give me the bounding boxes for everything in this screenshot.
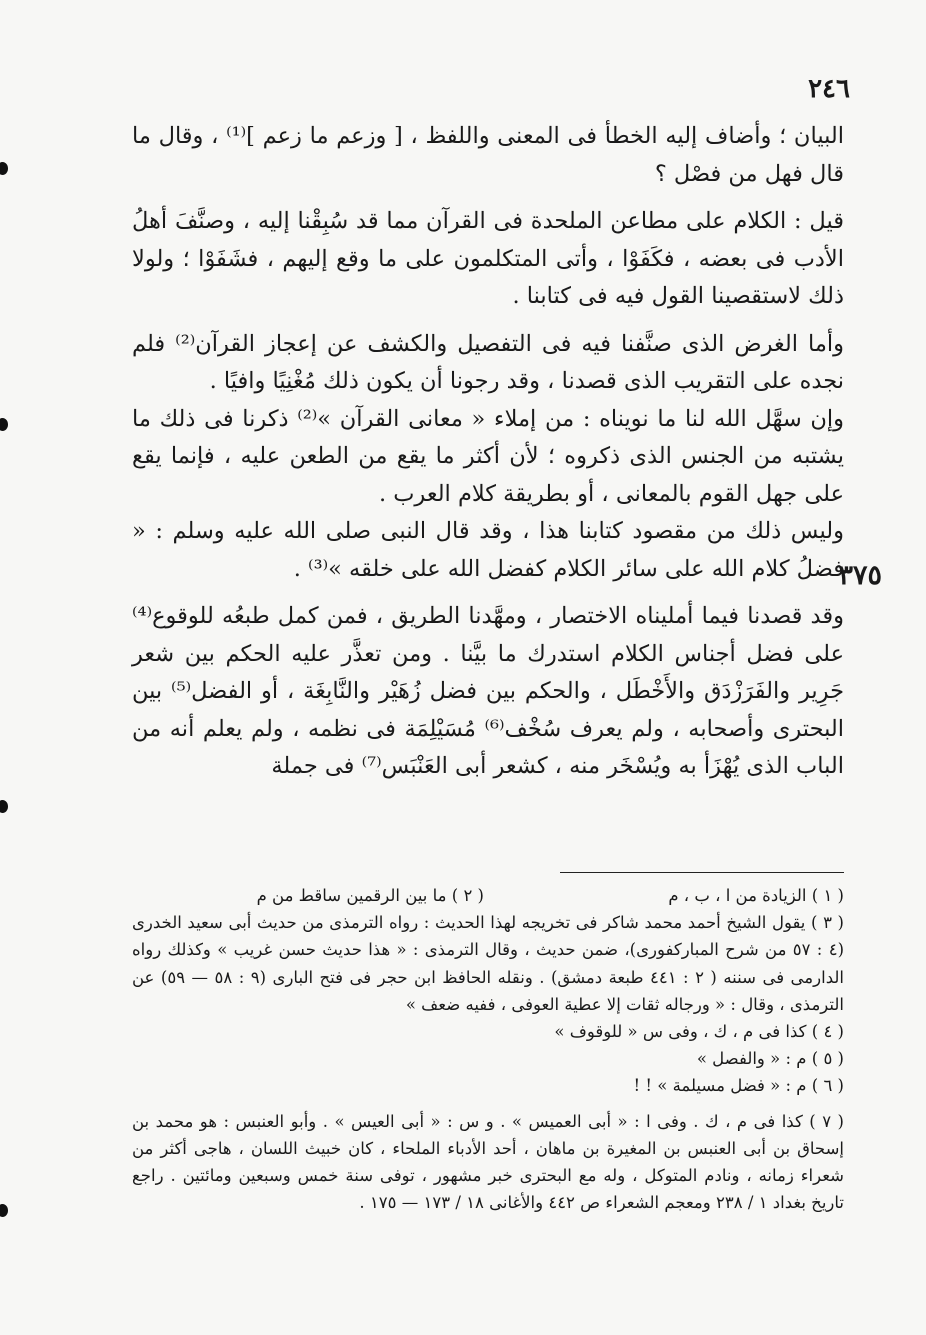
footnote-1: ( ١ ) الزيادة من ا ، ب ، م bbox=[668, 886, 844, 905]
footnote-6: ( ٦ ) م : « فضل مسيلمة » ! ! bbox=[633, 1076, 844, 1096]
binding-hole-mark bbox=[0, 418, 8, 431]
page-number: ٢٤٦ bbox=[808, 74, 850, 104]
footnote-4: ( ٤ ) كذا فى م ، ك ، وفى س « للوقوف » bbox=[554, 1022, 844, 1042]
paragraph: وأما الغرض الذى صنَّفنا فيه فى التفصيل والكشف عن إعجاز القرآن⁽²⁾ فلم نجده على التقريب الذى قصدنا ، وقد رجونا أن يكون ذلك مُغْنِيًا وافيًا . bbox=[132, 330, 845, 394]
paragraph: البيان ؛ وأضاف إليه الخطأ فى المعنى واللفظ ، [ وزعم ما زعم ]⁽¹⁾ ، وقال ما قال فهل من فصْل ؟ bbox=[132, 123, 845, 187]
footnote-2: ( ٢ ) ما بين الرقمين ساقط من م bbox=[256, 886, 484, 905]
paragraph: وليس ذلك من مقصود كتابنا هذا ، وقد قال النبى صلى الله عليه وسلم : « فضلُ كلام الله على سائر الكلام كفضل الله على خلقه »⁽³⁾ . bbox=[132, 518, 844, 582]
footnote-5: ( ٥ ) م : « والفصل » bbox=[696, 1049, 844, 1069]
footnotes bbox=[132, 882, 844, 1216]
paragraph: وإن سهَّل الله لنا ما نويناه : من إملاء « معانى القرآن »⁽²⁾ ذكرنا فى ذلك ما يشتبه من الجنس الذى ذكروه ؛ لأن أكثر ما يقع من الطعن عليه ، فإنما يقع على جهل القوم بالمعانى ، أو بطريقة كلام العرب . bbox=[132, 405, 844, 507]
footnote-3: ( ٣ ) يقول الشيخ أحمد محمد شاكر فى تخريجه لهذا الحديث : رواه الترمذى من حديث أبى سعيد الخدرى (٤ : ٥٧ من شرح المباركفورى)، ضمن حديث ، وقال الترمذى : « هذا حديث حسن غريب » وكذلك رواه الدارمى فى سننه ( ٢ : ٤٤١ طبعة دمشق) . ونقله الحافظ ابن حجر فى فتح البارى (٩ : ٥٨ — ٥٩) عن الترمذى ، وقال : « ورجاله ثقات إلا عطية العوفى ، ففيه ضعف » bbox=[132, 913, 844, 1014]
binding-hole-mark bbox=[0, 1204, 8, 1217]
paragraph: قيل : الكلام على مطاعن الملحدة فى القرآن مما قد سُبِقْنا إليه ، وصنَّفَ أهلُ الأدب فى بعضه ، فكَفَوْا ، وأتى المتكلمون على ما وقع إليهم ، فشَفَوْا ؛ ولولا ذلك لاستقصينا القول فيه فى كتابنا . bbox=[132, 208, 844, 309]
footnote-gap bbox=[132, 1100, 844, 1108]
main-text bbox=[132, 118, 844, 786]
margin-number: ٣٧٥ bbox=[838, 560, 882, 591]
binding-hole-mark bbox=[0, 162, 8, 175]
paragraph: وقد قصدنا فيما أمليناه الاختصار ، ومهَّدنا الطريق ، فمن كمل طبعُه للوقوع⁽⁴⁾ على فضل أجناس الكلام استدرك ما بيَّنا . ومن تعذَّر عليه الحكم بين شعر جَرِير والفَرَزْدَق والأَخْطَل ، والحكم بين فضل زُهَيْر والنَّابِغَة ، أو الفضل⁽⁵⁾ بين البحترى وأصحابه ، ولم يعرف سُخْف⁽⁶⁾ مُسَيْلِمَة فى نظمه ، ولم يعلم أنه من الباب الذى يُهْزَأ به ويُسْخَر منه ، كشعر أبى العَنْبَس⁽⁷⁾ فى جملة bbox=[132, 603, 844, 779]
footnote-7: ( ٧ ) كذا فى م ، ك . وفى ا : « أبى العميس » . و س : « أبى العيس » . وأبو العنبس : هو محمد بن إسحاق بن أبى العنبس بن المغيرة بن ماهان ، أحد الأدباء الملحاء ، كان خبيث اللسان ، هاجى أكثر من شعراء زمانه ، ونادم المتوكل ، وله مع البحترى خبر مشهور ، توفى سنة خمس وسبعين ومائتين . راجع تاريخ بغداد ١ / ٢٣٨ ومعجم الشعراء ص ٤٤٢ والأغانى ١٨ / ١٧٣ — ١٧٥ . bbox=[132, 1111, 844, 1213]
footnote-row bbox=[132, 882, 844, 909]
footnote-divider bbox=[560, 872, 844, 873]
binding-hole-mark bbox=[0, 800, 8, 813]
